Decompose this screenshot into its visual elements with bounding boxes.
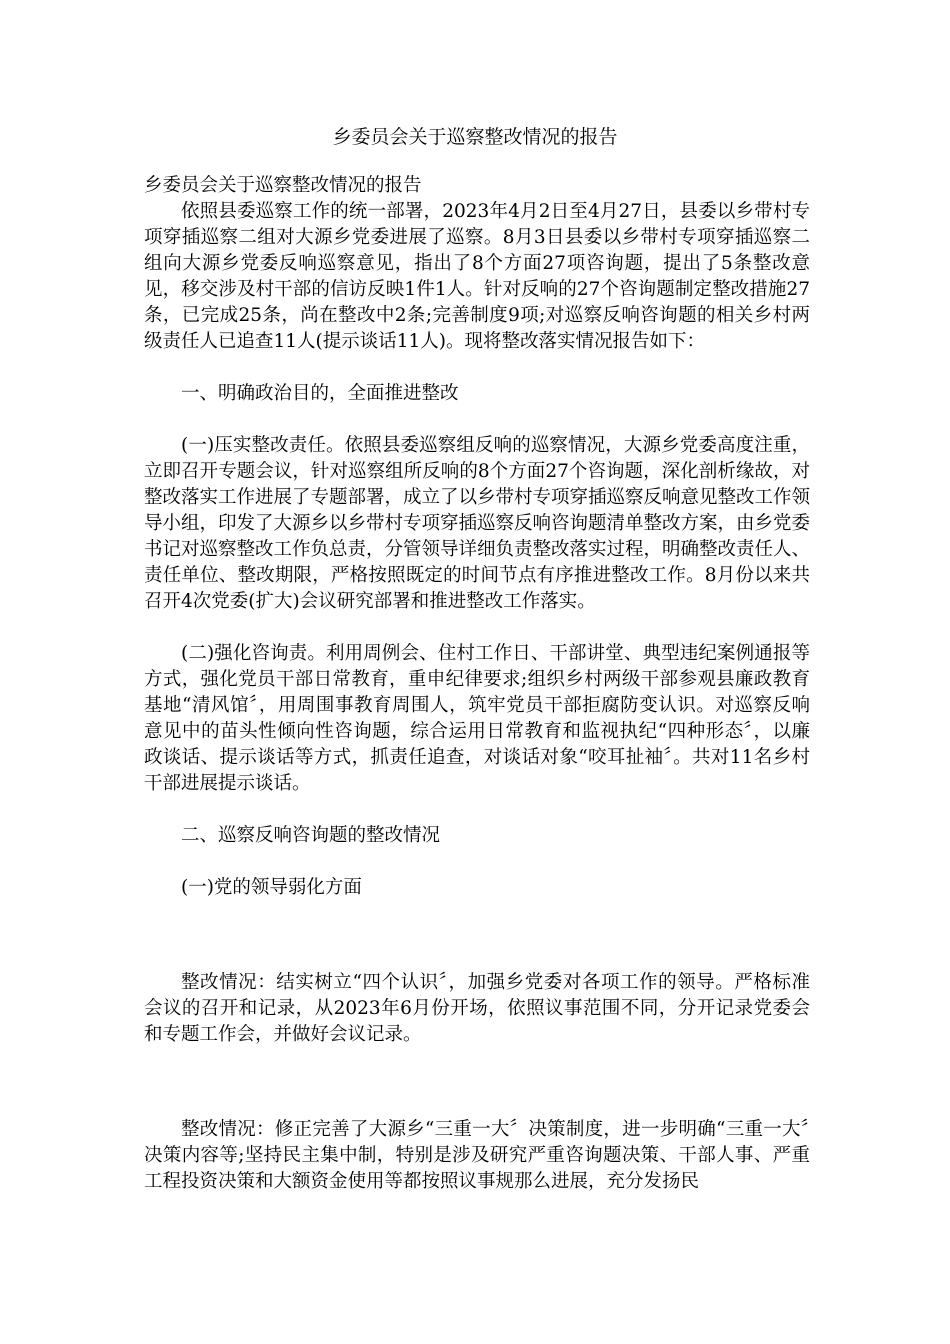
document-body	[144, 173, 810, 1195]
section-heading-1: 一、明确政治目的，全面推进整改	[181, 383, 459, 404]
rectification-paragraph-1: 整改情况：结实树立“四个认识〞，加强乡党委对各项工作的领导。严格标准会议的召开和记录，从2023年6月份开场，依照议事范围不同，分开记录党委会和专题工作会，并做好会议记录。	[144, 972, 810, 1045]
document-subtitle: 乡委员会关于巡察整改情况的报告	[144, 175, 422, 196]
intro-paragraph: 依照县委巡察工作的统一部署，2023年4月2日至4月27日，县委以乡带村专项穿插巡察二组对大源乡党委进展了巡察。8月3日县委以乡带村专项穿插巡察二组向大源乡党委反响巡察意见，指出了8个方面27项咨询题，提出了5条整改意见，移交涉及村干部的信访反映1件1人。针对反响的27个咨询题制定整改措施27条，已完成25条，尚在整改中2条;完善制度9项;对巡察反响咨询题的相关乡村两级责任人已追查11人(提示谈话11人)。现将整改落实情况报告如下：	[144, 201, 810, 352]
paragraph-responsibility: (一)压实整改责任。依照县委巡察组反响的巡察情况，大源乡党委高度注重，立即召开专题会议，针对巡察组所反响的8个方面27个咨询题，深化剖析缘故，对整改落实工作进展了专题部署，成立了以乡带村专项穿插巡察反响意见整改工作领导小组，印发了大源乡以乡带村专项穿插巡察反响咨询题清单整改方案，由乡党委书记对巡察整改工作负总责，分管领导详细负责整改落实过程，明确整改责任人、责任单位、整改期限，严格按照既定的时间节点有序推进整改工作。8月份以来共召开4次党委(扩大)会议研究部署和推进整改工作落实。	[144, 435, 811, 612]
paragraph-accountability: (二)强化咨询责。利用周例会、住村工作日、干部讲堂、典型违纪案例通报等方式，强化党员干部日常教育，重申纪律要求;组织乡村两级干部参观县廉政教育基地“清风馆〞，用周围事教育周围人，筑牢党员干部拒腐防变认识。对巡察反响意见中的苗头性倾向性咨询题，综合运用日常教育和监视执纪“四种形态〞，以廉政谈话、提示谈话等方式，抓责任追查，对谈话对象“咬耳扯袖〞。共对11名乡村干部进展提示谈话。	[144, 643, 810, 794]
document-title: 乡委员会关于巡察整改情况的报告	[332, 126, 618, 148]
section-heading-2: 二、巡察反响咨询题的整改情况	[181, 825, 441, 846]
rectification-paragraph-2: 整改情况：修正完善了大源乡“三重一大〞决策制度，进一步明确“三重一大〞决策内容等;坚持民主集中制，特别是涉及研究严重咨询题决策、干部人事、严重工程投资决策和大额资金使用等都按照议事规那么进展，充分发扬民	[144, 1119, 810, 1192]
subsection-heading: (一)党的领导弱化方面	[181, 877, 362, 898]
